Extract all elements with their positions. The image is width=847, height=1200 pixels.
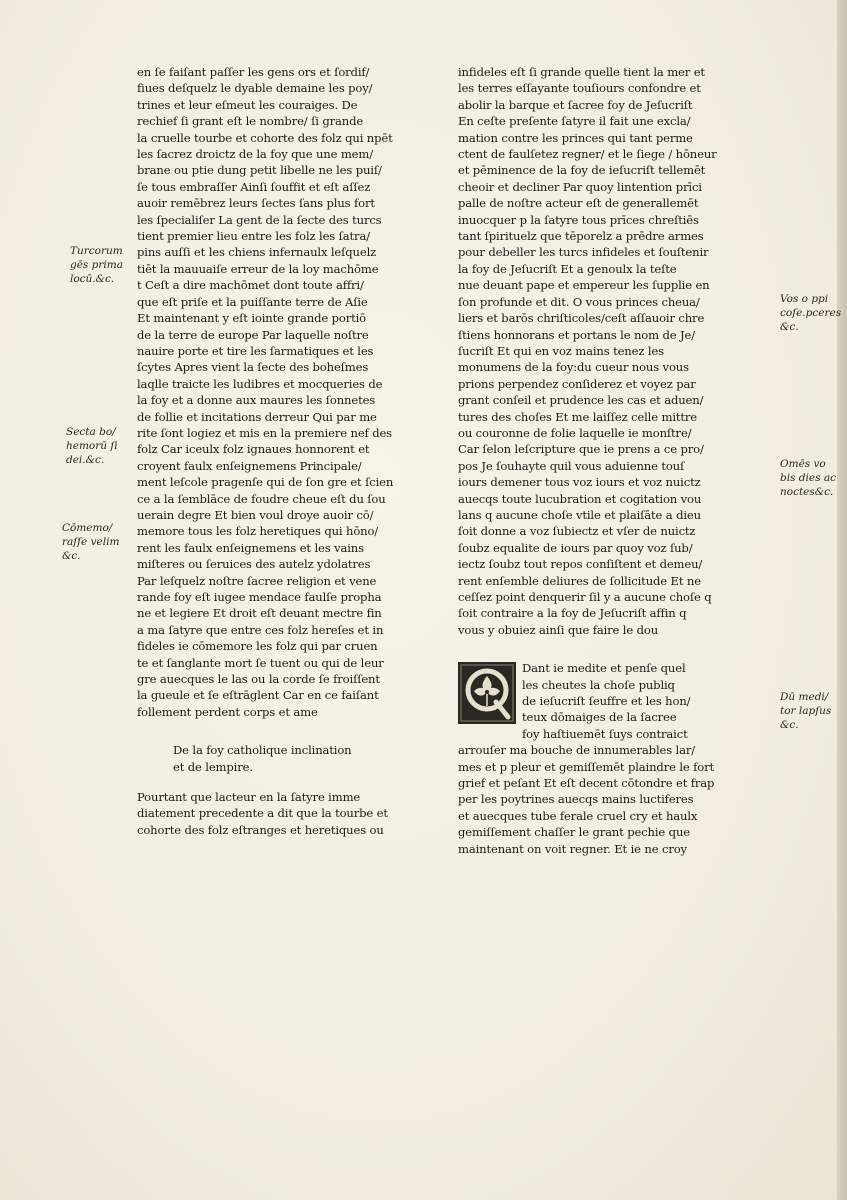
text-line: fiues deſquelz le dyable demaine les poy/: [137, 81, 373, 96]
text-line: ctent de faulſetez regner/ et le ſiege / hōneur: [458, 147, 717, 162]
text-line: rite ſont logiez et mis en la premiere nef des: [137, 425, 392, 440]
margin-note-omnes: [780, 457, 836, 499]
text-line: la cruelle tourbe et cohorte des folz qui npēt: [137, 130, 393, 145]
text-line: lans q aucune choſe vtile et plaiſāte a dieu: [458, 507, 701, 522]
text-line: cohorte des folz eſtranges et heretiques ou: [137, 822, 384, 837]
text-line: ne et legiere Et droit eſt deuant mectre fin: [137, 606, 382, 621]
text-line: De la foy catholique inclination: [173, 743, 352, 758]
text-line: ou couronne de folie laquelle ie monſtre/: [458, 425, 692, 440]
text-line: nue deuant pape et empereur les ſupplie en: [458, 278, 710, 293]
text-line: Pourtant que lacteur en la ſatyre imme: [137, 790, 361, 805]
text-line: brane ou ptie dung petit libelle ne les puiſ/: [137, 163, 382, 178]
margin-note-line: Turcorum: [70, 245, 123, 257]
text-line: infideles eſt ſi grande quelle tient la mer et: [458, 65, 705, 79]
text-line: ce a la ſemblāce de foudre cheue eſt du ſou: [137, 491, 386, 506]
text-line: t Ceſt a dire machōmet dont toute affri/: [137, 278, 364, 293]
text-line: ſon profunde et dit. O vous princes cheua/: [458, 294, 700, 309]
right-paragraph-main: [458, 64, 778, 638]
text-line: ſoubz equalite de iours par quoy voz ſub/: [458, 540, 693, 555]
text-line: ſucriſt Et qui en voz mains tenez les: [458, 343, 664, 358]
margin-note-commemo: [62, 521, 119, 563]
text-line: maintenant on voit regner. Et ie ne croy: [458, 841, 687, 856]
margin-note-line: &c.: [780, 719, 799, 731]
text-line: ſe tous embraſſer Ainſi ſouffit et eſt aſſez: [137, 179, 371, 194]
text-line: les terres eſſayante touſiours confondre et: [458, 81, 701, 96]
text-line: ment leſcole pragenſe qui de ſon gre et ſcien: [137, 475, 394, 490]
margin-note-line: &c.: [62, 550, 81, 562]
text-line: les ſpecialiſer La gent de la ſecte des turcs: [137, 212, 382, 227]
text-line: et auecques tube ferale cruel cry et haulx: [458, 808, 698, 823]
text-line: tiēt la mauuaiſe erreur de la loy machōme: [137, 261, 379, 276]
margin-note-line: locū.&c.: [70, 273, 115, 285]
text-line: te et ſanglante mort ſe tuent ou qui de leur: [137, 655, 384, 670]
text-line: inuocquer p la ſatyre tous prīces chreſtiēs: [458, 212, 699, 227]
text-line: miſteres ou ſeruices des autelz ydolatres: [137, 557, 371, 572]
margin-note-line: dei.&c.: [66, 454, 105, 466]
margin-note-line: bis dies ac: [780, 472, 836, 484]
text-line: iours demener tous voz iours et voz nuictz: [458, 475, 701, 490]
text-line: la gueule et ſe eſtrāglent Car en ce faiſant: [137, 688, 379, 703]
margin-note-line: &c.: [780, 321, 799, 333]
margin-note-line: Secta bo/: [66, 426, 116, 438]
right-column: [458, 64, 778, 857]
text-line: ſoit contraire a la foy de Jeſucriſt affin q: [458, 606, 687, 621]
text-line: tient premier lieu entre les folz les ſatra/: [137, 229, 370, 244]
text-line: de ieſucriſt ſeuffre et les hon/: [522, 694, 691, 709]
text-line: trines et leur eſmeut les couraiges. De: [137, 97, 358, 112]
text-line: palle de noſtre acteur eſt de generallemēt: [458, 196, 699, 211]
text-line: foy haſtiuemēt ſuys contraict: [522, 726, 688, 741]
right-paragraph-continued: [458, 742, 778, 857]
text-line: ceſſez point denquerir ſil y a aucune choſe q: [458, 590, 712, 604]
text-line: teux dōmaiges de la ſacree: [522, 710, 677, 725]
margin-note-vos: [780, 292, 841, 334]
left-column: [137, 64, 449, 838]
text-line: laqlle traicte les ludibres et mocqueries de: [137, 376, 383, 391]
text-line: et de lempire.: [173, 759, 253, 774]
margin-note-line: hemorū ſi: [66, 440, 118, 452]
text-line: Dant ie medite et penſe quel: [522, 661, 686, 676]
text-line: nauire porte et tire les ſarmatiques et les: [137, 343, 374, 358]
text-line: diatement precedente a dit que la tourbe et: [137, 806, 388, 821]
text-line: rande foy eſt iugee mendace faulſe propha: [137, 590, 382, 604]
margin-note-line: Dū medi/: [780, 691, 829, 703]
spacer: [458, 638, 778, 660]
text-line: la foy et a donne aux maures les ſonnetes: [137, 393, 376, 408]
text-line: memore tous les folz heretiques qui hōno/: [137, 524, 379, 539]
margin-note-line: noctes&c.: [780, 486, 834, 498]
text-line: follement perdent corps et ame: [137, 704, 318, 719]
text-line: grief et peſant Et eſt decent cōtondre et frap: [458, 776, 715, 791]
text-line: liers et barōs chriſticoles/ceſt aſſauoir chre: [458, 311, 705, 326]
text-line: mation contre les princes qui tant perme: [458, 130, 693, 145]
decorated-initial-q-icon: [458, 662, 516, 724]
text-line: cheoir et decliner Par quoy lintention prīci: [458, 179, 702, 194]
text-line: iectz ſoubz tout repos conſiſtent et demeu/: [458, 557, 703, 572]
chapter-heading: [137, 742, 449, 775]
left-paragraph-intro: [137, 789, 449, 838]
text-line: pour debeller les turcs infideles et ſouſtenir: [458, 245, 709, 260]
text-line: auecqs toute lucubration et cogitation vou: [458, 491, 702, 506]
text-line: en ſe faiſant paſſer les gens ors et ſordif/: [137, 65, 370, 79]
margin-note-line: Omēs vo: [780, 458, 826, 470]
text-line: croyent faulx enſeignemens Principale/: [137, 458, 362, 473]
text-line: gemiſſement chaſſer le grant pechie que: [458, 825, 690, 840]
text-line: folz Car iceulx folz ignaues honnorent et: [137, 442, 370, 457]
text-line: tant ſpirituelz que tēporelz a prēdre armes: [458, 229, 704, 244]
text-line: les ſacrez droictz de la foy que une mem/: [137, 147, 373, 162]
margin-note-line: coſe.pceres: [780, 307, 842, 319]
margin-note-line: tor lapſus: [780, 705, 832, 717]
text-line: pins auſſi et les chiens infernaulx leſquelz: [137, 245, 377, 260]
margin-note-line: gēs prima: [70, 259, 123, 271]
text-line: fideles ie cōmemore les folz qui par cruen: [137, 639, 378, 654]
spacer: [137, 775, 449, 789]
text-line: la foy de Jeſucriſt Et a genoulx la teſte: [458, 261, 677, 276]
text-line: rechief ſi grant eſt le nombre/ ſi grande: [137, 114, 364, 129]
text-line: de la terre de europe Par laquelle noſtre: [137, 327, 369, 342]
margin-note-line: Cōmemo/: [62, 522, 113, 534]
spacer: [137, 720, 449, 742]
text-line: gre auecques le las ou la corde ſe froiſſent: [137, 672, 380, 687]
text-line: Par leſquelz noſtre ſacree religion et vene: [137, 573, 377, 588]
initial-paragraph-lines: [522, 660, 778, 742]
margin-note-line: raſſe velim: [62, 536, 120, 548]
initial-paragraph: [458, 660, 778, 742]
text-line: per les poytrines auecqs mains luctiferes: [458, 792, 694, 807]
text-line: les cheutes la choſe publiq: [522, 677, 675, 692]
margin-note-secta: [66, 425, 118, 467]
margin-note-turcorum: [70, 244, 123, 286]
text-line: abolir la barque et ſacree foy de Jeſucriſt: [458, 97, 693, 112]
text-line: vous y obuiez ainſi que faire le dou: [458, 622, 659, 637]
text-line: pos Je ſouhayte quil vous aduienne touſ: [458, 458, 685, 473]
text-line: de follie et incitations derreur Qui par me: [137, 409, 377, 424]
text-line: auoir remēbrez leurs ſectes ſans plus fort: [137, 196, 375, 211]
text-line: monumens de la foy:du cueur nous vous: [458, 360, 689, 375]
text-line: grant conſeil et prudence les cas et aduen/: [458, 393, 704, 408]
text-line: uerain degre Et bien voul droye auoir cō/: [137, 507, 374, 522]
text-line: et pēminence de la foy de ieſucriſt tellemēt: [458, 163, 706, 178]
text-line: a ma ſatyre que entre ces folz hereſes et in: [137, 622, 384, 637]
left-paragraph-main: [137, 64, 449, 720]
text-line: Car ſelon leſcripture que ie prens a ce pro/: [458, 442, 704, 457]
margin-note-dum: [780, 690, 831, 732]
text-line: ſtiens honnorans et portans le nom de Je/: [458, 327, 695, 342]
page-edge: [837, 0, 847, 1200]
text-line: En ceſte preſente ſatyre il fait une excla/: [458, 114, 691, 129]
text-line: rent les faulx enſeignemens et les vains: [137, 540, 364, 555]
text-line: arrouſer ma bouche de innumerables lar/: [458, 743, 696, 758]
margin-note-line: Vos o ppi: [780, 293, 829, 305]
text-line: prions perpendez conſiderez et voyez par: [458, 376, 696, 391]
text-line: rent enſemble deliures de ſollicitude Et ne: [458, 573, 701, 588]
text-line: que eſt priſe et la puiſſante terre de Aſie: [137, 294, 368, 309]
text-line: ſoit donne a voz ſubiectz et vſer de nuictz: [458, 524, 696, 539]
text-line: tures des choſes Et me laiſſez celle mittre: [458, 409, 698, 424]
text-line: mes et p pleur et gemiſſemēt plaindre le fort: [458, 759, 715, 774]
text-line: Et maintenant y eſt iointe grande portiō: [137, 311, 367, 326]
text-line: ſcytes Apres vient la ſecte des boheſmes: [137, 360, 369, 375]
